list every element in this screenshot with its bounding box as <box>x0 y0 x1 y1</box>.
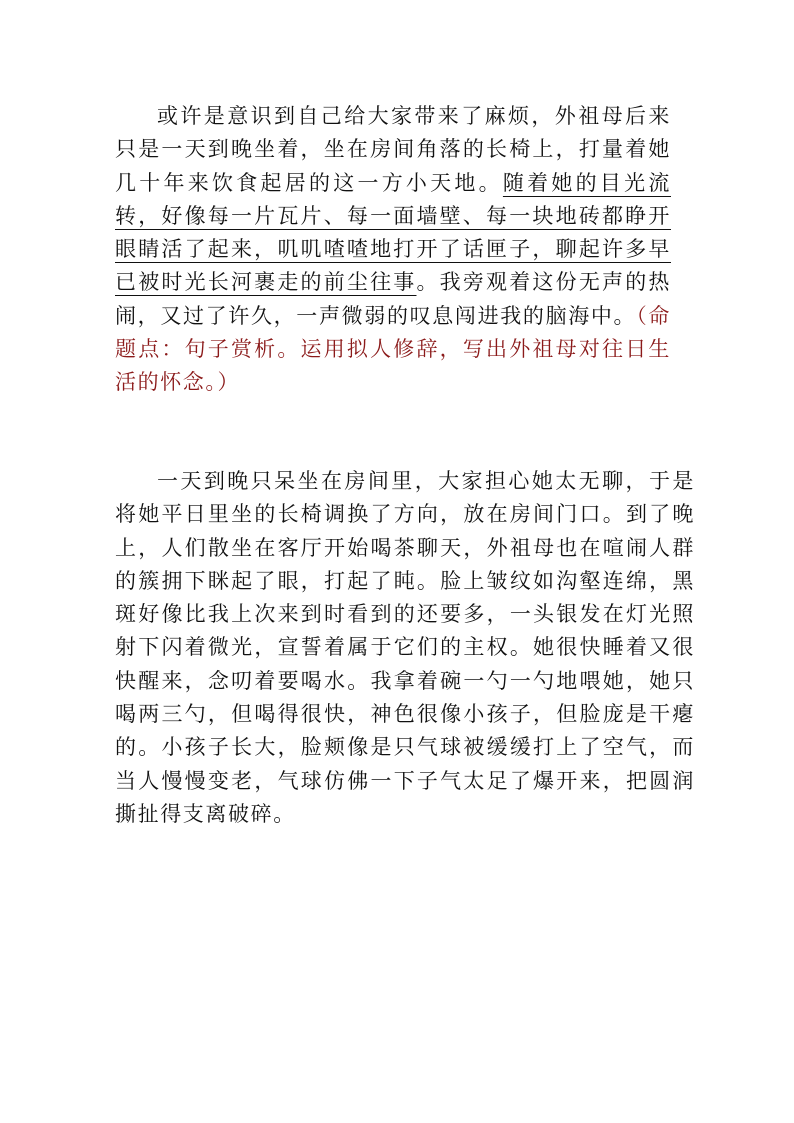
paragraph-1-text: 或许是意识到自己给大家带来了麻烦，外祖母后来只是一天到晚坐着，坐在房间角落的长椅上，打量着她几十年来饮食起居的这一方小天地。 <box>115 104 671 195</box>
annotation-note: （命题点：句子赏析。运用拟人修辞，写出外祖母对往日生活的怀念。） <box>115 303 671 395</box>
paragraph-2: 一天到晚只呆坐在房间里，大家担心她太无聊，于是将她平日里坐的长椅调换了方向，放在房间门口。到了晚上，人们散坐在客厅开始喝茶聊天，外祖母也在喧闹人群的簇拥下眯起了眼，打起了盹。脸上皱纹如沟壑连绵，黑斑好像比我上次来到时看到的还要多，一头银发在灯光照射下闪着微光，宣誓着属于它们的主权。她很快睡着又很快醒来，念叨着要喝水。我拿着碗一勺一勺地喂她，她只喝两三勺，但喝得很快，神色很像小孩子，但脸庞是干瘪的。小孩子长大，脸颊像是只气球被缓缓打上了空气，而当人慢慢变老，气球仿佛一下子气太足了爆开来，把圆润撕扯得支离破碎。 <box>115 469 695 826</box>
paragraph-1-continuation: 。我旁观着这份无声的热闹，又过了许久，一声微弱的叹息闯进我的脑海中。 <box>115 270 671 328</box>
underlined-sentence: 随着她的目光流转，好像每一片瓦片、每一面墙壁、每一块地砖都睁开眼睛活了起来，叽叽喳喳地打开了话匣子，聊起许多早已被时光长河裹走的前尘往事 <box>115 170 671 295</box>
paragraph-1 <box>115 100 671 400</box>
